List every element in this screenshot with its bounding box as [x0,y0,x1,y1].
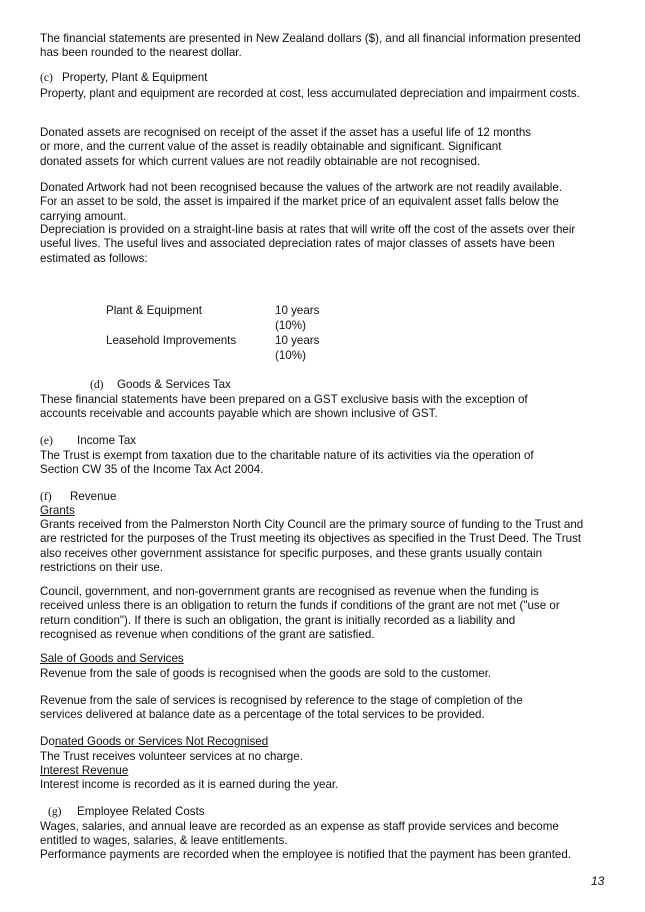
ppe-paragraph-2-line-2: or more, and the current value of the asset is readily obtainable and significant. Significant [40,140,502,154]
section-g-title: Employee Related Costs [77,805,205,818]
section-c-heading [40,71,207,85]
employee-paragraph-2: Performance payments are recorded when the employee is notified that the payment has been granted. [40,848,572,861]
ppe-paragraph-3-line-2: For an asset to be sold, the asset is impaired if the market price of an equivalent asset falls below the [40,195,559,209]
sale-paragraph-2: Revenue from the sale of services is recognised by reference to the stage of completion of the services delivered at balance date as a percentage of the total services to be provided. [40,694,523,722]
sale-paragraph-1: Revenue from the sale of goods is recognised when the goods are sold to the customer. [40,667,492,680]
grants-subheading: Grants [40,504,75,517]
donated-subheading [40,735,268,749]
section-e-title: Income Tax [77,434,137,447]
section-c-title: Property, Plant & Equipment [62,71,208,84]
section-e-letter: (e) [40,434,53,447]
table-row-label: Plant & Equipment [106,304,203,317]
donated-subheading-rest: nated Goods or Services Not Recognised [54,735,269,748]
section-d-title: Goods & Services Tax [117,378,231,391]
income-tax-paragraph: The Trust is exempt from taxation due to the charitable nature of its activities via the operation of Section CW 35 of the Income Tax Act 2004. [40,449,534,477]
table-row-years: 10 years [275,334,320,347]
ppe-paragraph-2 [40,126,600,169]
table-row-rate: (10%) [275,319,306,332]
section-g-heading [48,805,205,819]
interest-paragraph: Interest income is recorded as it is earned during the year. [40,778,339,791]
section-d-heading [90,378,231,392]
employee-paragraph-1: Wages, salaries, and annual leave are recorded as an expense as staff provide services and become entitled to wages, salaries, & leave entitlements. [40,820,559,848]
interest-subheading: Interest Revenue [40,764,129,777]
section-f-letter: (f) [40,490,52,503]
page-number: 13 [591,874,605,888]
ppe-paragraph-3 [40,181,600,224]
section-f-title: Revenue [70,490,117,503]
ppe-paragraph-2-line-3: donated assets for which current values are not readily obtainable are not recognised. [40,154,481,168]
table-row-years: 10 years [275,304,320,317]
donated-paragraph: The Trust receives volunteer services at no charge. [40,750,303,763]
section-f-heading [40,490,116,504]
section-c-letter: (c) [40,71,53,84]
section-e-heading [40,434,136,448]
intro-paragraph: The financial statements are presented in New Zealand dollars ($), and all financial information presented has been rounded to the nearest dollar. [40,32,581,60]
ppe-paragraph-3-line-3: carrying amount. [40,209,127,223]
donated-subheading-start: Do [40,735,55,748]
depreciation-paragraph: Depreciation is provided on a straight-line basis at rates that will write off the cost of the assets over their useful lives. The useful lives and associated depreciation rates of major classes of assets have been estimated as follows: [40,223,576,265]
table-row-label: Leasehold Improvements [106,334,237,347]
sale-subheading: Sale of Goods and Services [40,652,184,665]
section-d-letter: (d) [90,378,104,391]
ppe-paragraph-3-line-1: Donated Artwork had not been recognised because the values of the artwork are not readily available. [40,181,563,194]
table-row-rate: (10%) [275,349,306,362]
gst-paragraph: These financial statements have been prepared on a GST exclusive basis with the exception of accounts receivable and accounts payable which are shown inclusive of GST. [40,393,528,421]
ppe-paragraph-2-line-1: Donated assets are recognised on receipt of the asset if the asset has a useful life of 12 months [40,126,532,139]
grants-paragraph-2: Council, government, and non-government grants are recognised as revenue when the funding is received unless there is an obligation to return the funds if conditions of the grant are not met ("use or return condition"). If there is such an obligation, the grant is initially recorded as a liability and recognised as revenue when conditions of the grant are satisfied. [40,585,560,641]
grants-paragraph-1: Grants received from the Palmerston North City Council are the primary source of funding to the Trust and are restricted for the purposes of the Trust meeting its objectives as specified in the Trust Deed. The Trust also receives other government assistance for specific purposes, and these grants usually contain restrictions on their use. [40,518,584,574]
ppe-paragraph-1: Property, plant and equipment are recorded at cost, less accumulated depreciation and impairment costs. [40,87,580,100]
section-g-letter: (g) [48,805,62,818]
